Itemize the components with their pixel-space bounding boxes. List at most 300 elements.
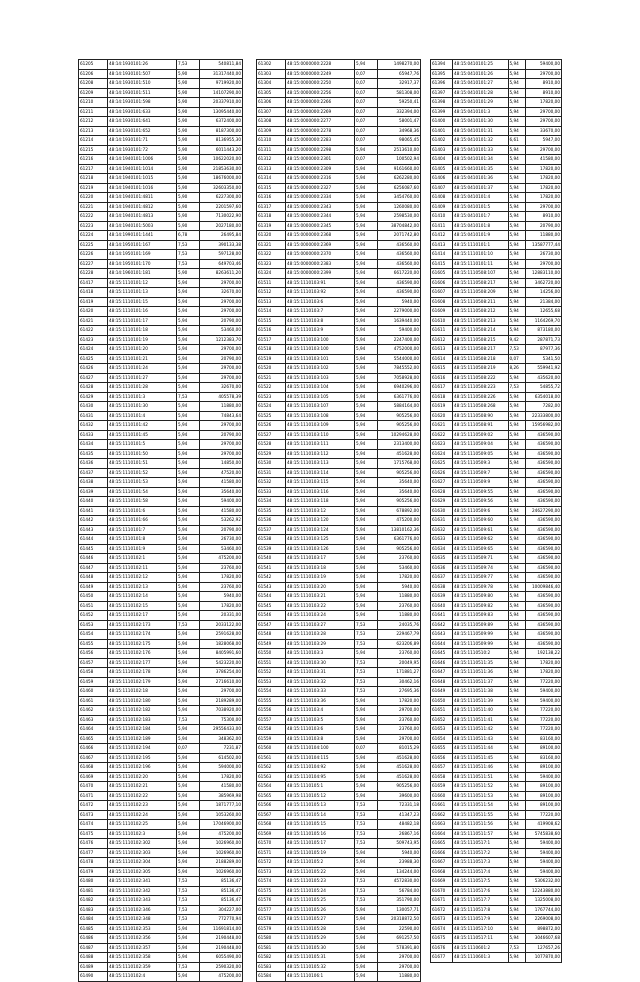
amount-cell: 29700,00 <box>200 345 243 355</box>
row-number: 61565 <box>257 791 286 801</box>
table-row <box>257 468 421 478</box>
row-number: 61412 <box>431 231 453 241</box>
table-row <box>79 658 243 668</box>
amount-cell: 29700,00 <box>200 373 243 383</box>
rate-cell: 5,94 <box>355 516 378 526</box>
rate-cell: 5,94 <box>177 335 200 345</box>
amount-cell: 436590,00 <box>525 430 561 440</box>
table-row <box>431 117 562 127</box>
cadastral-number: 48:15:0000000:2228 <box>286 60 355 70</box>
rate-cell: 5,94 <box>508 316 525 326</box>
row-number: 61402 <box>431 136 453 146</box>
rate-cell: 7,53 <box>177 259 200 269</box>
cadastral-number: 48:15:0410101:35 <box>453 164 509 174</box>
rate-cell: 5,90 <box>177 202 200 212</box>
table-row <box>79 212 243 222</box>
cadastral-number: 48:15:1110103:111 <box>286 440 355 450</box>
row-number: 61415 <box>431 259 453 269</box>
table-row <box>431 563 562 573</box>
cadastral-number: 48:15:1110509:56 <box>453 497 509 507</box>
rate-cell: 5,94 <box>355 259 378 269</box>
cadastral-number: 48:15:1110105:2 <box>286 858 355 868</box>
row-number: 61421 <box>79 316 108 326</box>
cadastral-number: 48:15:1110103:92 <box>286 288 355 298</box>
row-number: 61550 <box>257 649 286 659</box>
rate-cell: 5,94 <box>355 297 378 307</box>
table-row <box>79 383 243 393</box>
table-row <box>79 839 243 849</box>
row-number: 61562 <box>257 763 286 773</box>
rate-cell: 5,94 <box>508 753 525 763</box>
amount-cell: 29556433,00 <box>200 725 243 735</box>
table-row <box>79 288 243 298</box>
amount-cell: 348362,00 <box>200 734 243 744</box>
amount-cell: 436590,00 <box>525 554 561 564</box>
amount-cell: 623206,89 <box>378 639 421 649</box>
table-row <box>79 715 243 725</box>
table-row <box>431 288 562 298</box>
rate-cell: 5,94 <box>177 440 200 450</box>
rate-cell: 5,94 <box>355 383 378 393</box>
rate-cell: 5,94 <box>355 772 378 782</box>
rate-cell: 5,94 <box>177 516 200 526</box>
amount-cell: 436590,00 <box>525 478 561 488</box>
rate-cell: 5,94 <box>508 601 525 611</box>
row-number: 61440 <box>79 497 108 507</box>
rate-cell: 5,94 <box>508 88 525 98</box>
rate-cell: 5,94 <box>355 763 378 773</box>
cadastral-number: 48:15:1110511:53 <box>453 791 509 801</box>
table-row <box>257 307 421 317</box>
rate-cell: 5,94 <box>355 867 378 877</box>
rate-cell: 5,94 <box>508 155 525 165</box>
cadastral-number: 48:15:0410101:33 <box>453 145 509 155</box>
table-row <box>79 487 243 497</box>
rate-cell: 5,94 <box>355 326 378 336</box>
cadastral-number: 48:15:1110509:3 <box>453 459 509 469</box>
amount-cell: 7058928,00 <box>378 373 421 383</box>
cadastral-number: 48:15:0410101:8 <box>453 221 509 231</box>
amount-cell: 14850,00 <box>200 459 243 469</box>
row-number: 61209 <box>79 88 108 98</box>
rate-cell: 5,94 <box>177 668 200 678</box>
row-number: 61303 <box>257 69 286 79</box>
row-number: 61581 <box>257 943 286 953</box>
amount-cell: 59400,00 <box>525 60 561 70</box>
row-number: 61434 <box>79 440 108 450</box>
row-number: 61476 <box>79 839 108 849</box>
cadastral-number: 48:15:1110508:212 <box>453 307 509 317</box>
amount-cell: 5947,00 <box>525 136 561 146</box>
table-row <box>79 858 243 868</box>
row-number: 61485 <box>79 924 108 934</box>
amount-cell: 581308,00 <box>378 88 421 98</box>
amount-cell: 65947,76 <box>378 69 421 79</box>
cadastral-number: 48:15:1110104:95 <box>286 772 355 782</box>
rate-cell: 5,94 <box>355 696 378 706</box>
table-row <box>431 136 562 146</box>
cadastral-number: 48:15:1110102:343 <box>108 896 177 906</box>
rate-cell: 5,90 <box>177 145 200 155</box>
row-number: 61559 <box>257 734 286 744</box>
cadastral-number: 48:15:1110101:11 <box>453 259 509 269</box>
table-row <box>257 592 421 602</box>
amount-cell: 29700,00 <box>525 145 561 155</box>
cadastral-number: 48:15:0410101:9 <box>453 231 509 241</box>
rate-cell: 5,94 <box>508 744 525 754</box>
row-number: 61463 <box>79 715 108 725</box>
rate-cell: 5,94 <box>508 791 525 801</box>
cadastral-number: 48:15:1110511:40 <box>453 706 509 716</box>
table-row <box>79 136 243 146</box>
cadastral-number: 48:15:1110104:92 <box>286 763 355 773</box>
cadastral-number: 48:15:1110101:27 <box>108 373 177 383</box>
row-number: 61444 <box>79 535 108 545</box>
table-row <box>431 573 562 583</box>
amount-cell: 405578,39 <box>200 392 243 402</box>
table-row <box>79 193 243 203</box>
row-number: 61658 <box>431 772 453 782</box>
table-row <box>79 269 243 279</box>
amount-cell: 31317440,00 <box>200 69 243 79</box>
rate-cell: 5,94 <box>508 459 525 469</box>
table-row <box>79 725 243 735</box>
cadastral-number: 48:15:1110103:27 <box>286 620 355 630</box>
cadastral-number: 48:15:1110508:226 <box>453 392 509 402</box>
row-number: 61536 <box>257 516 286 526</box>
cadastral-number: 48:15:1110102:346 <box>108 905 177 915</box>
row-number: 61577 <box>257 905 286 915</box>
cadastral-number: 48:15:1110101:52 <box>108 468 177 478</box>
rate-cell: 5,94 <box>508 677 525 687</box>
rate-cell: 5,94 <box>355 240 378 250</box>
table-row <box>431 449 562 459</box>
amount-cell: 13587777,44 <box>525 240 561 250</box>
row-number: 61543 <box>257 582 286 592</box>
row-number: 61397 <box>431 88 453 98</box>
table-row <box>257 278 421 288</box>
cadastral-number: 48:15:1110103:109 <box>286 421 355 431</box>
amount-cell: 5940,00 <box>378 297 421 307</box>
cadastral-number: 48:15:1110101:21 <box>108 354 177 364</box>
amount-cell: 614502,00 <box>200 753 243 763</box>
amount-cell: 436590,00 <box>525 573 561 583</box>
amount-cell: 678892,00 <box>378 506 421 516</box>
table-row <box>79 174 243 184</box>
rate-cell: 5,94 <box>355 858 378 868</box>
table-row <box>79 60 243 70</box>
row-number: 61538 <box>257 535 286 545</box>
rate-cell: 0,07 <box>355 136 378 146</box>
cadastral-number: 48:15:1110102:174 <box>108 630 177 640</box>
rate-cell: 7,53 <box>355 677 378 687</box>
cadastral-number: 48:15:1110517:10 <box>453 924 509 934</box>
rate-cell: 5,94 <box>508 706 525 716</box>
table-row <box>79 763 243 773</box>
cadastral-number: 48:15:1110102:179 <box>108 677 177 687</box>
rate-cell: 5,94 <box>177 487 200 497</box>
rate-cell: 5,94 <box>355 934 378 944</box>
row-number: 61639 <box>431 592 453 602</box>
row-number: 61573 <box>257 867 286 877</box>
row-number: 61448 <box>79 573 108 583</box>
row-number: 61223 <box>79 221 108 231</box>
amount-cell: 9719920,00 <box>200 79 243 89</box>
table-row <box>257 753 421 763</box>
rate-cell: 5,94 <box>177 848 200 858</box>
cadastral-number: 48:15:1110102:18 <box>108 687 177 697</box>
rate-cell: 0,07 <box>355 155 378 165</box>
row-number: 61540 <box>257 554 286 564</box>
amount-cell: 41580,00 <box>200 478 243 488</box>
row-number: 61521 <box>257 373 286 383</box>
rate-cell: 5,94 <box>355 449 378 459</box>
rate-cell: 5,94 <box>508 212 525 222</box>
row-number: 61517 <box>257 335 286 345</box>
cadastral-number: 48:15:1110103:20 <box>286 582 355 592</box>
table-row <box>79 506 243 516</box>
table-row <box>79 88 243 98</box>
table-row <box>431 297 562 307</box>
rate-cell: 5,94 <box>355 430 378 440</box>
rate-cell: 5,94 <box>355 392 378 402</box>
row-number: 61466 <box>79 744 108 754</box>
cadastral-number: 48:15:1110101:30 <box>108 402 177 412</box>
row-number: 61583 <box>257 962 286 972</box>
rate-cell: 7,53 <box>355 886 378 896</box>
amount-cell: 436590,00 <box>525 544 561 554</box>
rate-cell: 5,94 <box>508 373 525 383</box>
rate-cell: 5,90 <box>177 174 200 184</box>
amount-cell: 34968,36 <box>378 126 421 136</box>
amount-cell: 2190448,00 <box>200 943 243 953</box>
amount-cell: 59400,00 <box>378 326 421 336</box>
table-row <box>431 335 562 345</box>
row-number: 61211 <box>79 107 108 117</box>
amount-cell: 594000,00 <box>200 763 243 773</box>
rate-cell: 5,94 <box>177 639 200 649</box>
rate-cell: 5,94 <box>355 535 378 545</box>
row-number: 61661 <box>431 801 453 811</box>
row-number: 61399 <box>431 107 453 117</box>
table-row <box>79 668 243 678</box>
table-row <box>257 896 421 906</box>
amount-cell: 29700,00 <box>525 259 561 269</box>
row-number: 61487 <box>79 943 108 953</box>
cadastral-number: 48:15:1110509:6 <box>453 506 509 516</box>
row-number: 61310 <box>257 136 286 146</box>
cadastral-number: 48:15:0000000:2278 <box>286 126 355 136</box>
cadastral-number: 48:15:0000000:2250 <box>286 79 355 89</box>
row-number: 61456 <box>79 649 108 659</box>
table-row <box>79 563 243 573</box>
table-row <box>79 307 243 317</box>
rate-cell: 5,94 <box>177 354 200 364</box>
amount-cell: 436590,00 <box>378 278 421 288</box>
cadastral-number: 48:15:1110103:120 <box>286 516 355 526</box>
row-number: 61311 <box>257 145 286 155</box>
row-number: 61675 <box>431 934 453 944</box>
row-number: 61650 <box>431 696 453 706</box>
row-number: 61432 <box>79 421 108 431</box>
register-table-2 <box>256 59 421 982</box>
amount-cell: 75300,00 <box>200 715 243 725</box>
table-row <box>431 421 562 431</box>
row-number: 61522 <box>257 383 286 393</box>
amount-cell: 29700,00 <box>525 69 561 79</box>
cadastral-number: 48:15:1110103:12 <box>286 506 355 516</box>
rate-cell: 5,94 <box>508 639 525 649</box>
rate-cell: 5,94 <box>355 734 378 744</box>
rate-cell: 5,94 <box>508 440 525 450</box>
rate-cell: 5,94 <box>355 592 378 602</box>
row-number: 61533 <box>257 487 286 497</box>
rate-cell: 5,94 <box>355 753 378 763</box>
table-row <box>79 544 243 554</box>
cadastral-number: 48:15:1110103:100 <box>286 345 355 355</box>
amount-cell: 6227300,00 <box>200 193 243 203</box>
rate-cell: 5,94 <box>508 174 525 184</box>
table-row <box>431 858 562 868</box>
cadastral-number: 48:15:0410101:34 <box>453 155 509 165</box>
cadastral-number: 48:15:1110102:304 <box>108 858 177 868</box>
cadastral-number: 48:15:0000000:2369 <box>286 240 355 250</box>
cadastral-number: 48:15:1110102:348 <box>108 915 177 925</box>
cadastral-number: 48:15:1110509:99 <box>453 630 509 640</box>
cadastral-number: 48:15:0410101:5 <box>453 202 509 212</box>
cadastral-number: 48:15:1110509:7 <box>453 468 509 478</box>
row-number: 61319 <box>257 221 286 231</box>
row-number: 61551 <box>257 658 286 668</box>
rate-cell: 5,94 <box>508 582 525 592</box>
amount-cell: 59400,00 <box>525 687 561 697</box>
cadastral-number: 48:15:1110101:45 <box>108 430 177 440</box>
amount-cell: 21853630,00 <box>200 164 243 174</box>
table-row <box>79 440 243 450</box>
rate-cell: 7,53 <box>508 383 525 393</box>
row-number: 61512 <box>257 288 286 298</box>
table-row <box>431 478 562 488</box>
table-row <box>79 943 243 953</box>
rate-cell: 5,94 <box>508 953 525 963</box>
cadastral-number: 48:15:1110102:1 <box>108 554 177 564</box>
rate-cell: 5,94 <box>508 145 525 155</box>
table-row <box>257 288 421 298</box>
rate-cell: 5,94 <box>177 734 200 744</box>
amount-cell: 6372400,00 <box>200 117 243 127</box>
cadastral-number: 48:15:0410101:28 <box>453 88 509 98</box>
table-row <box>257 506 421 516</box>
cadastral-number: 48:15:0000000:2283 <box>286 136 355 146</box>
amount-cell: 2269008,00 <box>525 915 561 925</box>
cadastral-number: 48:14:1940101:4812 <box>108 202 177 212</box>
rate-cell: 5,94 <box>177 953 200 963</box>
cadastral-number: 48:15:1110511:52 <box>453 782 509 792</box>
table-row <box>257 725 421 735</box>
cadastral-number: 48:15:0000000:2344 <box>286 212 355 222</box>
row-number: 61579 <box>257 924 286 934</box>
table-row <box>257 582 421 592</box>
table-row <box>79 525 243 535</box>
amount-cell: 475200,00 <box>378 516 421 526</box>
table-row <box>431 744 562 754</box>
rate-cell: 5,94 <box>508 611 525 621</box>
amount-cell: 192138,22 <box>525 649 561 659</box>
rate-cell: 5,94 <box>508 126 525 136</box>
rate-cell: 5,94 <box>508 269 525 279</box>
rate-cell: 5,94 <box>508 924 525 934</box>
rate-cell: 5,94 <box>508 221 525 231</box>
cadastral-number: 48:15:0000000:2298 <box>286 145 355 155</box>
amount-cell: 33670,00 <box>525 126 561 136</box>
row-number: 61407 <box>431 183 453 193</box>
row-number: 61428 <box>79 383 108 393</box>
amount-cell: 436590,00 <box>525 497 561 507</box>
rate-cell: 5,94 <box>177 839 200 849</box>
amount-cell: 2716610,00 <box>200 677 243 687</box>
rate-cell: 5,94 <box>355 250 378 260</box>
table-row <box>431 278 562 288</box>
table-row <box>257 145 421 155</box>
table-row <box>257 259 421 269</box>
cadastral-number: 48:15:1110103:107 <box>286 402 355 412</box>
table-row <box>431 98 562 108</box>
rate-cell: 6,78 <box>177 231 200 241</box>
amount-cell: 29700,00 <box>200 440 243 450</box>
cadastral-number: 48:15:1110103:24 <box>286 611 355 621</box>
cadastral-number: 48:15:1110102:195 <box>108 753 177 763</box>
rate-cell: 5,94 <box>355 440 378 450</box>
table-row <box>431 497 562 507</box>
table-row <box>257 98 421 108</box>
rate-cell: 5,90 <box>177 69 200 79</box>
row-number: 61566 <box>257 801 286 811</box>
table-row <box>257 345 421 355</box>
table-row <box>257 706 421 716</box>
cadastral-number: 48:15:1110102:184 <box>108 725 177 735</box>
amount-cell: 24627290,00 <box>525 506 561 516</box>
rate-cell: 5,94 <box>355 848 378 858</box>
amount-cell: 14256,00 <box>525 288 561 298</box>
table-row <box>79 183 243 193</box>
cadastral-number: 48:15:0000000:2266 <box>286 98 355 108</box>
amount-cell: 475200,00 <box>200 554 243 564</box>
rate-cell: 5,94 <box>508 829 525 839</box>
rate-cell: 5,94 <box>355 611 378 621</box>
row-number: 61226 <box>79 250 108 260</box>
cadastral-number: 48:15:1110601:2 <box>453 943 509 953</box>
row-number: 61527 <box>257 430 286 440</box>
row-number: 61672 <box>431 905 453 915</box>
rate-cell: 5,94 <box>177 544 200 554</box>
amount-cell: 4572830,00 <box>378 877 421 887</box>
rate-cell: 5,94 <box>355 364 378 374</box>
row-number: 61643 <box>431 630 453 640</box>
row-number: 61458 <box>79 668 108 678</box>
cadastral-number: 48:15:0000000:2249 <box>286 69 355 79</box>
cadastral-number: 48:15:1110103:114 <box>286 468 355 478</box>
cadastral-number: 48:15:1110517:8 <box>453 905 509 915</box>
cadastral-number: 48:15:1110102:11 <box>108 563 177 573</box>
amount-cell: 59400,00 <box>525 858 561 868</box>
table-row <box>431 592 562 602</box>
row-number: 61617 <box>431 383 453 393</box>
rate-cell: 5,94 <box>508 411 525 421</box>
table-row <box>431 373 562 383</box>
rate-cell: 5,94 <box>508 69 525 79</box>
rate-cell: 7,53 <box>355 810 378 820</box>
cadastral-number: 48:15:1110509:83 <box>453 611 509 621</box>
